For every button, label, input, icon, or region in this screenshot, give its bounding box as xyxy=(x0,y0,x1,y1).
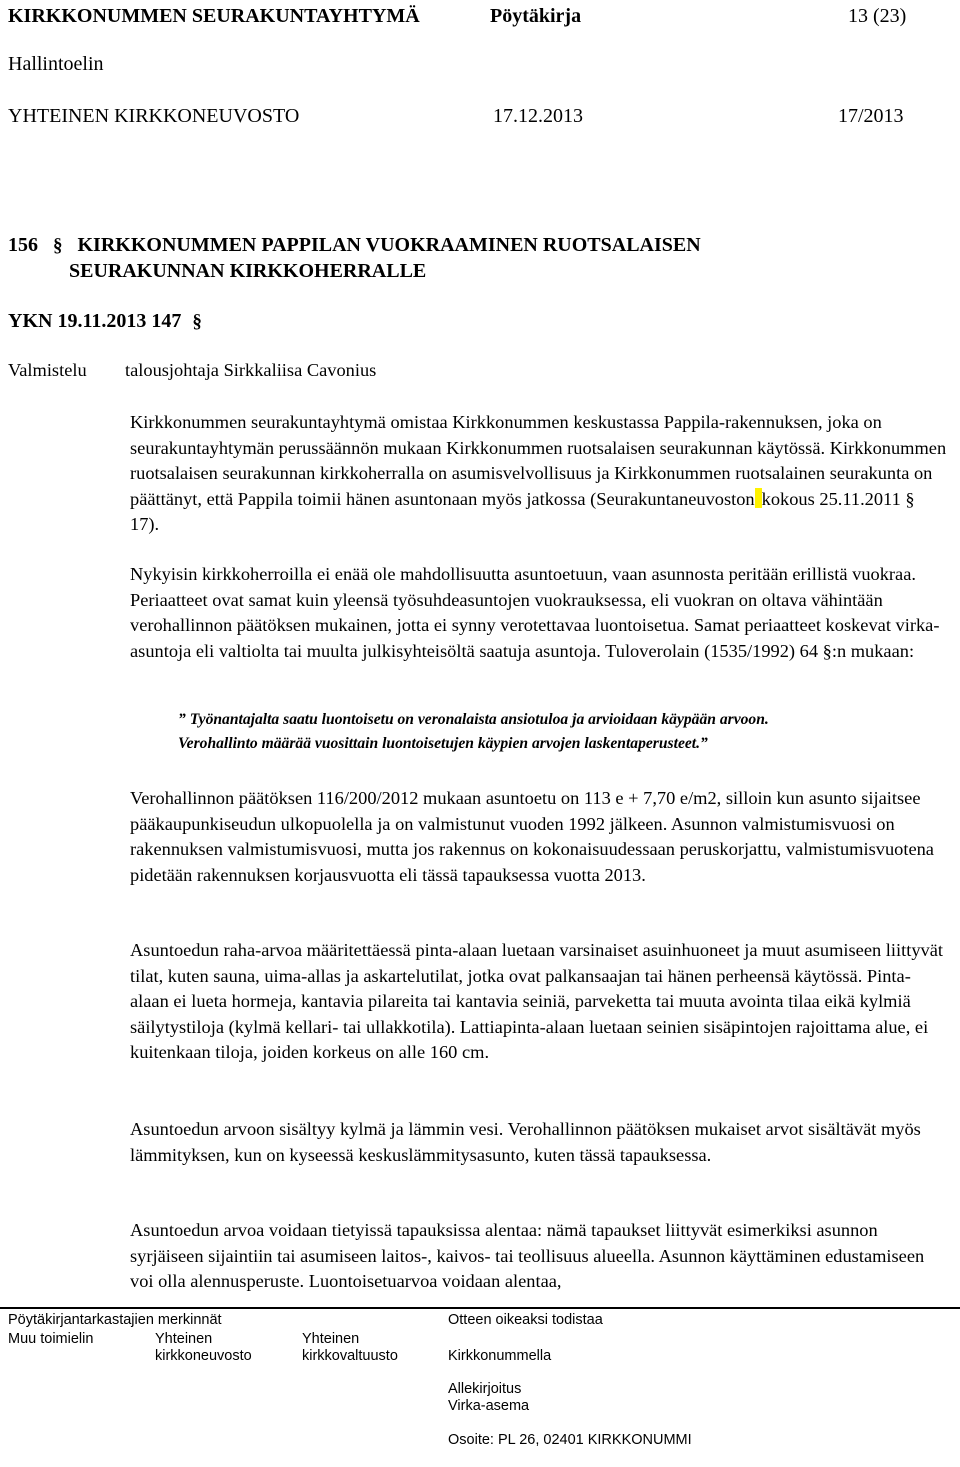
paragraph-1-text: Kirkkonummen seurakuntayhtymä omistaa Kirkkonummen keskustassa Pappila-rakennuksen, joka on seurakuntayhtymän perussäännön mukaan Kirkkonummen ruotsalaisen seurakunnan käytössä. Kirkkonummen ruotsalaisen seurakunnan kirkkoherralla on asumisvelvollisuus ja Kirkkonummen ruotsalainen seurakunta on päättänyt, että Pappila toimii hänen asuntonaan myös jatkossa (Seurakuntaneuvoston xyxy=(130,412,947,509)
department-label: Hallintoelin xyxy=(8,53,104,75)
preparation-person: talousjohtaja Sirkkaliisa Cavonius xyxy=(125,360,377,380)
address-label: Osoite: PL 26, 02401 KIRKKONUMMI xyxy=(448,1432,692,1448)
meeting-number: 17/2013 xyxy=(838,105,904,127)
position-label: Virka-asema xyxy=(448,1398,530,1414)
checkers-title: Pöytäkirjantarkastajien merkinnät xyxy=(8,1312,222,1328)
assembly-label-line2: kirkkovaltuusto xyxy=(302,1348,398,1364)
paragraph-1-meeting: kokous 25.11.2011 xyxy=(761,488,901,509)
law-quote-line2: Verohallinto määrää vuosittain luontoisetujen käypien arvojen laskentaperusteet.” xyxy=(178,735,708,752)
paragraph-5 xyxy=(130,1117,948,1168)
place-label: Kirkkonummella xyxy=(448,1348,552,1364)
assembly-label-line1: Yhteinen xyxy=(302,1331,360,1347)
paragraph-4 xyxy=(130,938,948,1066)
council-label-line2: kirkkoneuvosto xyxy=(155,1348,252,1364)
section-number: 156 xyxy=(8,234,38,256)
section-title-line2: SEURAKUNNAN KIRKKOHERRALLE xyxy=(69,260,427,282)
section-sign-icon: § xyxy=(53,235,63,256)
page-number: 13 (23) xyxy=(848,5,907,27)
reference-text: YKN 19.11.2013 147 xyxy=(8,310,182,332)
section-sign-icon: § xyxy=(822,640,832,661)
certified-label: Otteen oikeaksi todistaa xyxy=(448,1312,603,1328)
section-reference xyxy=(8,309,202,334)
footer-divider xyxy=(0,1307,960,1309)
paragraph-5-text: Asuntoedun arvoon sisältyy kylmä ja lämmin vesi. Verohallinnon päätöksen mukaiset arvot sisältävät myös lämmityksen, kun on kyseessä keskuslämmitysasunto, kuten tässä tapauksessa. xyxy=(130,1119,921,1165)
paragraph-4-text: Asuntoedun raha-arvoa määritettäessä pinta-alaan luetaan varsinaiset asuinhuoneet ja muut asumiseen liittyvät tilat, kuten sauna, uima-allas ja askartelutilat, jotka ovat palkansaajan tai hänen perheensä käytössä. Pinta-alaan ei lueta hormeja, kantavia pilareita tai kantavia seiniä, parveketta tai muuta avointa tilaa eikä kylmiä säilytystiloja (kylmä kellari- tai ullakkotila). Lattiapinta-alaan luetaan seinien sisäpintojen rajoittama alue, ei kuitenkaan tiloja, joiden korkeus on alle 160 cm. xyxy=(130,940,943,1063)
paragraph-3 xyxy=(130,786,948,888)
text-highlight-mark xyxy=(755,488,762,508)
paragraph-2-text: Nykyisin kirkkoherroilla ei enää ole mahdollisuutta asuntoetuun, vaan asunnosta peritään erillistä vuokraa. Periaatteet ovat samat kuin yleensä työsuhdeasuntojen vuokrauksessa, eli vuokran on oltava vähintään verohallinnon päätöksen mukainen, jotta ei synny verotettavaa luontoisetua. Samat periaatteet koskevat virka-asuntoja eli valtiolta tai muulta julkisyhteisöltä saatuja asuntoja. Tuloverolain (1535/1992) 64 xyxy=(130,564,940,661)
section-heading-line1 xyxy=(8,233,701,258)
organization-name: KIRKKONUMMEN SEURAKUNTAYHTYMÄ xyxy=(8,5,420,27)
signature-label: Allekirjoitus xyxy=(448,1381,522,1397)
law-quote xyxy=(178,708,938,756)
document-type: Pöytäkirja xyxy=(490,5,582,27)
paragraph-2 xyxy=(130,562,948,664)
paragraph-1 xyxy=(130,410,948,538)
body-name: YHTEINEN KIRKKONEUVOSTO xyxy=(8,105,300,127)
paragraph-6-text: Asuntoedun arvoa voidaan tietyissä tapauksissa alentaa: nämä tapaukset liittyvät esimerkiksi asunnon syrjäiseen sijaintiin tai asumiseen laitos-, kaivos- tai teollisuus alueella. Asunnon käyttäminen edustamiseen voi olla alennusperuste. Luontoisetuarvoa voidaan alentaa, xyxy=(130,1220,925,1292)
paragraph-1-end: 17). xyxy=(130,514,160,535)
section-sign-icon: § xyxy=(192,311,202,332)
paragraph-6 xyxy=(130,1218,948,1295)
paragraph-3-text: Verohallinnon päätöksen 116/200/2012 mukaan asuntoetu on 113 e + 7,70 e/m2, silloin kun asunto sijaitsee pääkaupunkiseudun ulkopuolella ja on valmistunut vuoden 1992 jälkeen. Asunnon valmistumisvuosi on rakennuksen valmistumisvuosi, mutta jos rakennus on kokonaisuudessaan peruskorjattu, valmistumisvuotena pidetään rakennuksen korjausvuotta eli tässä tapauksessa vuotta 2013. xyxy=(130,788,934,885)
section-sign-icon: § xyxy=(905,488,915,509)
other-bodies-label: Muu toimielin xyxy=(8,1331,94,1347)
meeting-date: 17.12.2013 xyxy=(493,105,583,127)
law-quote-line1: ” Työnantajalta saatu luontoisetu on veronalaista ansiotuloa ja arvioidaan käypään arvoon. xyxy=(178,711,769,728)
preparation-label: Valmistelu xyxy=(8,360,87,380)
paragraph-2-end: :n mukaan: xyxy=(831,640,915,661)
section-title-line1: KIRKKONUMMEN PAPPILAN VUOKRAAMINEN RUOTSALAISEN xyxy=(77,234,701,256)
council-label-line1: Yhteinen xyxy=(155,1331,213,1347)
